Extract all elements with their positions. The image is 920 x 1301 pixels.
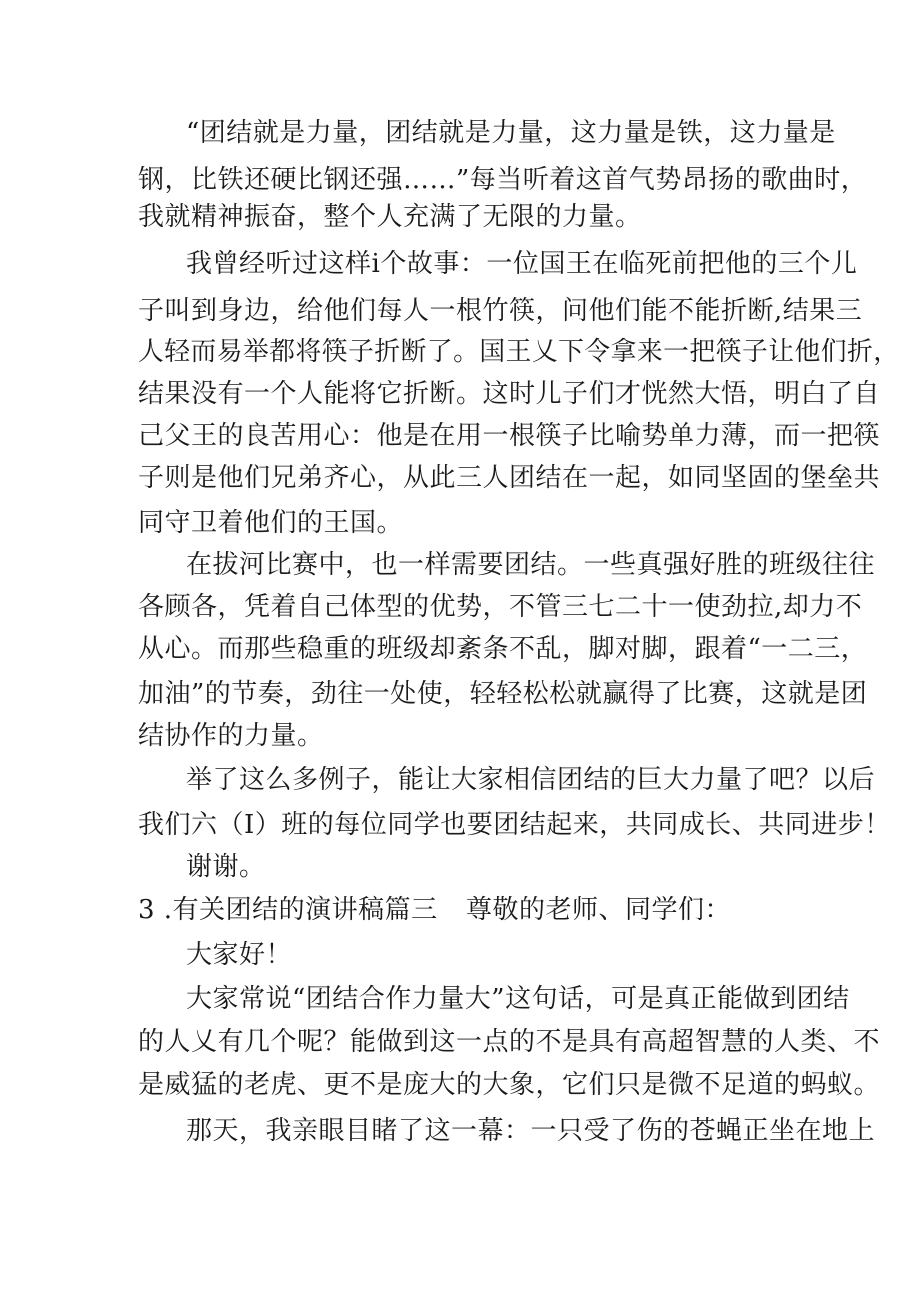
text-line: 各顾各，凭着自己体型的优势，不管三七二十一使劲拉,却力不	[138, 592, 863, 622]
text-line: 是威猛的老虎、更不是庞大的大象，它们只是微不足道的蚂蚁。	[138, 1070, 881, 1100]
text-line: 我就精神振奋，整个人充满了无限的力量。	[138, 202, 642, 232]
text-line: 结协作的力量。	[138, 721, 324, 751]
text-line: “团结就是力量，团结就是力量，这力量是铁，这力量是	[186, 118, 836, 148]
text-line: 子叫到身边，给他们每人一根竹筷，问他们能不能折断,结果三	[138, 296, 863, 326]
text-line: 那天，我亲眼目睹了这一幕：一只受了伤的苍蝇正坐在地上	[186, 1116, 876, 1146]
text-line: 加油”的节奏，劲往一处使，轻轻松松就赢得了比赛，这就是团	[138, 679, 868, 709]
text-line: 钢，比铁还硬比钢还强……”每当听着这首气势昂扬的歌曲时，	[138, 165, 868, 195]
text-line: 同守卫着他们的王国。	[138, 508, 404, 538]
text-line: 举了这么多例子，能让大家相信团结的巨大力量了吧？以后	[186, 765, 876, 795]
salutation: 尊敬的老师、同学们：	[466, 895, 732, 925]
text-line: 谢谢。	[186, 852, 266, 882]
greeting: 大家好！	[186, 940, 293, 970]
text-line: 在拔河比赛中，也一样需要团结。一些真强好胜的班级往往	[186, 550, 876, 580]
text-line: 子则是他们兄弟齐心，从此三人团结在一起，如同坚固的堡垒共	[138, 463, 881, 493]
text-line: 我们六（I）班的每位同学也要团结起来，共同成长、共同进步！	[138, 810, 891, 840]
text-line: 我曾经听过这样i个故事：一位国王在临死前把他的三个儿	[186, 249, 858, 279]
text-line: 结果没有一个人能将它折断。这时儿子们才恍然大悟，明白了自	[138, 379, 881, 409]
text-line: 的人乂有几个呢？能做到这一点的不是具有高超智慧的人类、不	[138, 1027, 881, 1057]
text-line: 大家常说“团结合作力量大”这句话，可是真正能做到团结	[186, 984, 850, 1014]
text-line: 从心。而那些稳重的班级却紊条不乱，脚对脚，跟着“一二三，	[138, 634, 868, 664]
text-line: 己父王的良苦用心：他是在用一根筷子比喻势单力薄，而一把筷	[138, 421, 881, 451]
text-line: 人轻而易举都将筷子折断了。国王乂下令拿来一把筷子让他们折，	[138, 337, 900, 367]
section-heading: 3 .有关团结的演讲稿篇三	[138, 895, 438, 925]
